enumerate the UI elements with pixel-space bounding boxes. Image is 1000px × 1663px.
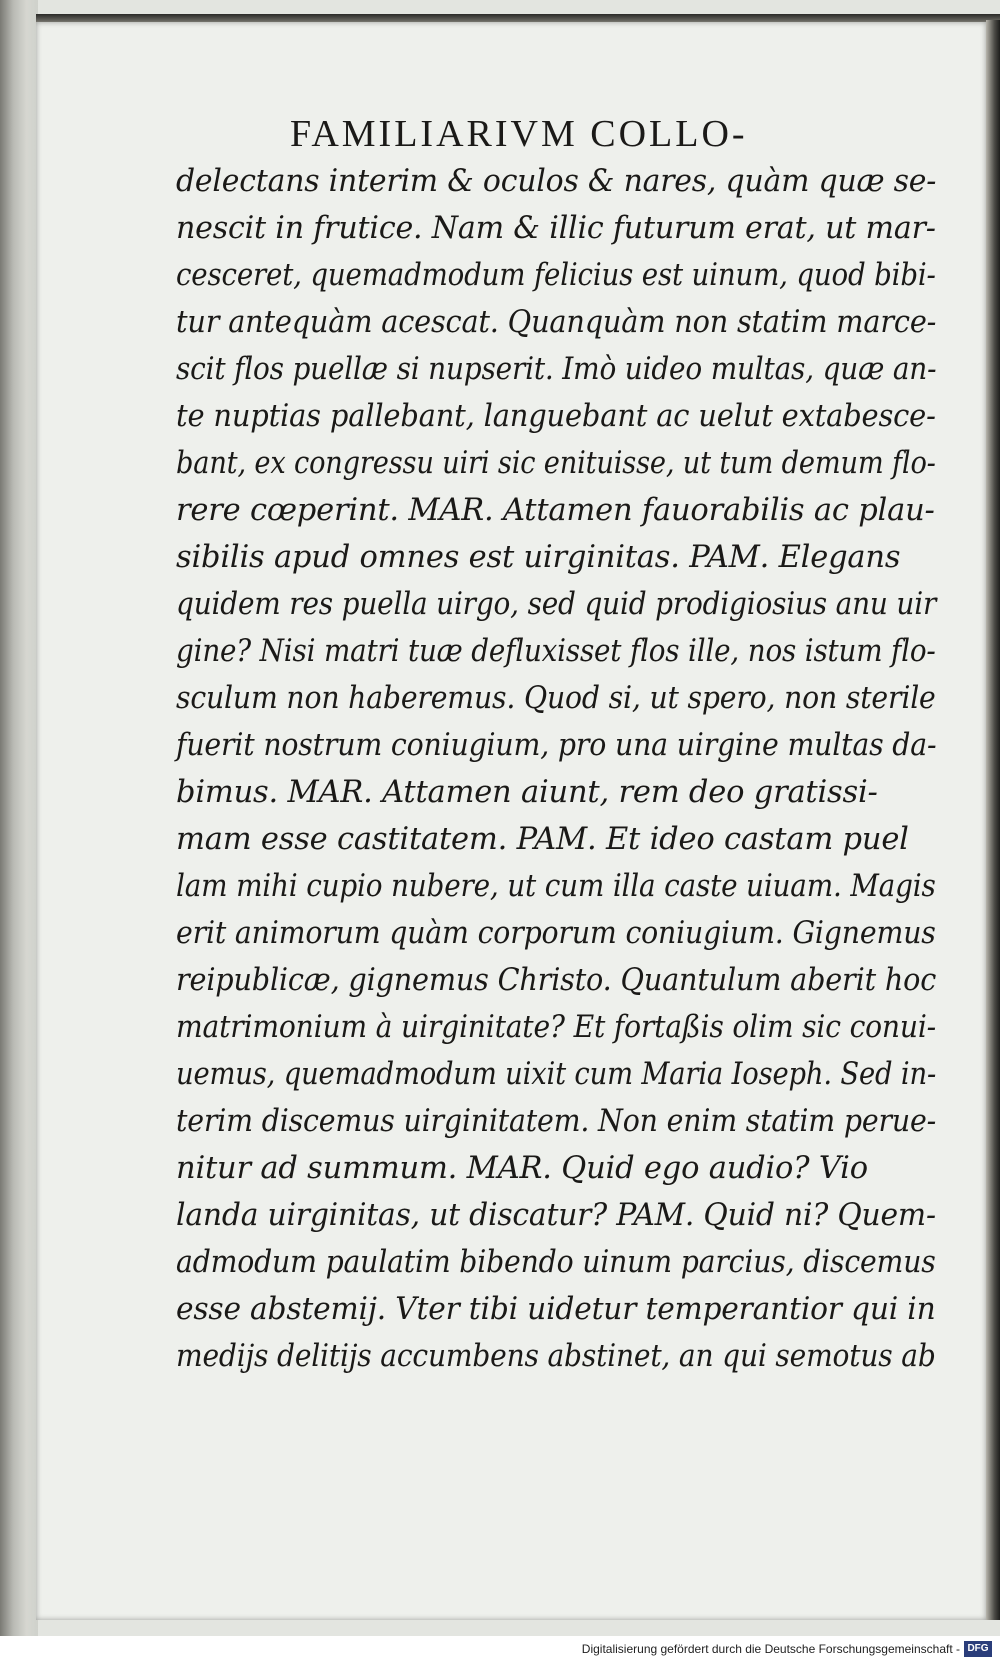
page-edge-right (986, 20, 1000, 1620)
text-line: medijs delitijs accumbens abstinet, an qui semotus ab (176, 1339, 936, 1374)
text-line: reipublicæ, gignemus Christo. Quantulum aberit hoc (176, 963, 937, 998)
text-line: te nuptias pallebant, languebant ac uelut extabesce- (176, 399, 936, 434)
text-line: nescit in frutice. Nam & illic futurum erat, ut mar- (176, 211, 936, 246)
dfg-logo: DFG (964, 1641, 992, 1657)
text-line: bant, ex congressu uiri sic enituisse, ut tum demum flo- (176, 446, 936, 481)
text-line: quidem res puella uirgo, sed quid prodigiosius anu uir (176, 587, 937, 622)
text-line: sibilis apud omnes est uirginitas. PAM. Elegans (176, 540, 901, 575)
text-line: matrimonium à uirginitate? Et fortaßis olim sic conui- (176, 1010, 936, 1045)
text-line: nitur ad summum. MAR. Quid ego audio? Vio (176, 1151, 868, 1186)
text-line: sculum non haberemus. Quod si, ut spero, non sterile (176, 681, 936, 716)
text-line: gine? Nisi matri tuæ defluxisset flos ille, nos istum flo- (176, 634, 936, 669)
text-line: terim discemus uirginitatem. Non enim statim perue- (176, 1104, 937, 1139)
text-block (176, 158, 936, 1380)
text-line: rere cœperint. MAR. Attamen fauorabilis ac plau- (176, 493, 935, 528)
text-line: landa uirginitas, ut discatur? PAM. Quid ni? Quem- (176, 1198, 936, 1233)
text-line: delectans interim & oculos & nares, quàm quæ se- (176, 164, 937, 199)
text-line: tur antequàm acescat. Quanquàm non statim marce- (176, 305, 937, 340)
text-line: cesceret, quemadmodum felicius est uinum, quod bibi- (176, 258, 936, 293)
text-line: scit flos puellæ si nupserit. Imò uideo multas, quæ an- (176, 352, 937, 387)
footer-credit: Digitalisierung gefördert durch die Deutsche Forschungsgemeinschaft - (581, 1642, 960, 1656)
text-line: erit animorum quàm corporum coniugium. Gignemus (176, 916, 936, 951)
text-line: admodum paulatim bibendo uinum parcius, discemus (176, 1245, 936, 1280)
running-head: FAMILIARIVM COLLO- (290, 113, 748, 155)
book-spine (0, 0, 38, 1663)
text-line: esse abstemij. Vter tibi uidetur temperantior qui in (176, 1292, 936, 1327)
text-line: mam esse castitatem. PAM. Et ideo castam puel (176, 822, 909, 857)
text-line: lam mihi cupio nubere, ut cum illa caste uiuam. Magis (176, 869, 936, 904)
text-line: bimus. MAR. Attamen aiunt, rem deo gratissi- (176, 775, 878, 810)
text-line: fuerit nostrum coniugium, pro una uirgine multas da- (176, 728, 937, 763)
text-line: uemus, quemadmodum uixit cum Maria Ioseph. Sed in- (176, 1057, 937, 1092)
footer-bar (0, 1636, 1000, 1663)
